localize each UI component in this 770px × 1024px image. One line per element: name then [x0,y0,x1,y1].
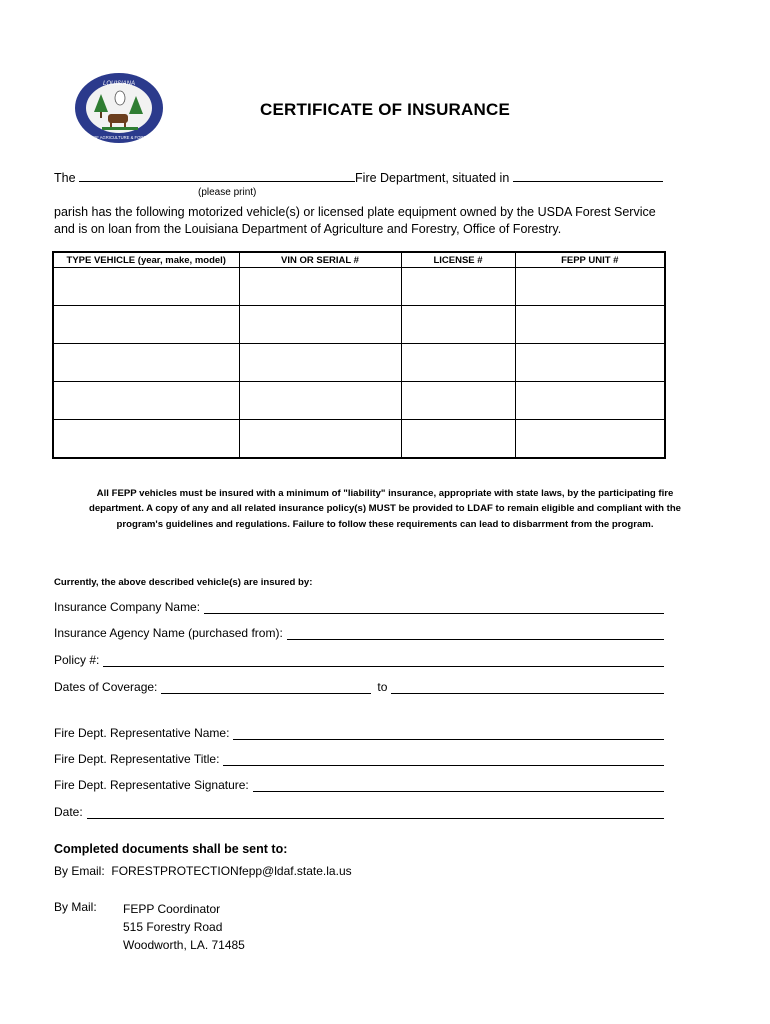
document-title: CERTIFICATE OF INSURANCE [259,100,511,119]
svg-text:LOUISIANA: LOUISIANA [102,81,136,87]
vehicle-table [52,251,666,459]
header-type-vehicle: TYPE VEHICLE (year, make, model) [53,252,239,268]
agency-field[interactable] [287,627,664,640]
table-cell[interactable] [239,420,401,459]
rep-name-label: Fire Dept. Representative Name: [54,726,230,740]
date-label: Date: [54,805,83,819]
rep-title-row [54,752,664,766]
mail-address [123,900,245,954]
insured-by-heading: Currently, the above described vehicle(s) are insured by: [54,577,313,588]
date-field[interactable] [87,806,664,819]
table-cell[interactable] [53,382,239,420]
table-cell[interactable] [515,420,665,459]
table-cell[interactable] [53,420,239,459]
mail-line: 515 Forestry Road [123,920,223,934]
table-row [53,382,665,420]
email-address[interactable]: FORESTPROTECTIONfepp@ldaf.state.la.us [111,864,352,878]
table-header-row [53,252,665,268]
coverage-end-field[interactable] [391,681,664,694]
table-row [53,268,665,306]
table-cell[interactable] [239,268,401,306]
rep-signature-row [54,778,664,792]
coverage-start-field[interactable] [161,681,371,694]
table-cell[interactable] [401,382,515,420]
fire-dept-label: Fire Department, situated in [355,171,510,185]
header-fepp-unit: FEPP UNIT # [515,252,665,268]
intro-paragraph: parish has the following motorized vehicle(s) or licensed plate equipment owned by the USDA Forest Service and is on loan from the Louisiana Department of Agriculture and Forestry, Office of Forestry. [54,205,656,236]
table-cell[interactable] [53,344,239,382]
table-cell[interactable] [239,344,401,382]
company-row [54,600,664,614]
table-row [53,420,665,459]
rep-signature-label: Fire Dept. Representative Signature: [54,778,249,792]
svg-text:DEPT OF AGRICULTURE & FORESTRY: DEPT OF AGRICULTURE & FORESTRY [80,135,158,140]
date-row [54,805,664,819]
email-line [54,864,352,878]
header-vin: VIN OR SERIAL # [239,252,401,268]
table-cell[interactable] [515,344,665,382]
mail-line: FEPP Coordinator [123,902,221,916]
table-cell[interactable] [53,306,239,344]
send-heading: Completed documents shall be sent to: [54,842,288,856]
table-cell[interactable] [515,306,665,344]
table-cell[interactable] [515,382,665,420]
table-cell[interactable] [53,268,239,306]
parish-field[interactable] [513,169,663,182]
policy-field[interactable] [103,654,664,667]
email-label: By Email: [54,864,105,878]
agency-label: Insurance Agency Name (purchased from): [54,626,283,640]
rep-title-field[interactable] [223,753,664,766]
policy-label: Policy #: [54,653,100,667]
table-cell[interactable] [239,382,401,420]
intro-the-label: The [54,171,76,185]
liability-notice: All FEPP vehicles must be insured with a minimum of "liability" insurance, appropriate with state laws, by the participating fire department. A copy of any and all related insurance policy(s) MUST be provided to LDAF to remain eligible and compliant with the program's guidelines and regulations. Failure to follow these requirements can lead to disbarrment from the program. [88,488,682,530]
rep-name-field[interactable] [233,727,664,740]
coverage-row [54,680,664,694]
mail-line: Woodworth, LA. 71485 [123,938,245,952]
company-label: Insurance Company Name: [54,600,201,614]
rep-title-label: Fire Dept. Representative Title: [54,752,220,766]
fire-dept-name-field[interactable] [79,169,355,182]
coverage-to-label: to [377,680,388,694]
rep-signature-field[interactable] [253,779,664,792]
company-field[interactable] [204,601,664,614]
policy-row [54,653,664,667]
mail-label: By Mail: [54,900,97,914]
table-cell[interactable] [401,268,515,306]
table-row [53,344,665,382]
table-cell[interactable] [239,306,401,344]
rep-name-row [54,726,664,740]
coverage-label: Dates of Coverage: [54,680,158,694]
please-print-note: (please print) [198,187,257,198]
intro-line [54,169,663,185]
table-cell[interactable] [401,306,515,344]
table-cell[interactable] [401,420,515,459]
table-row [53,306,665,344]
header-license: LICENSE # [401,252,515,268]
agency-row [54,626,664,640]
table-cell[interactable] [401,344,515,382]
table-cell[interactable] [515,268,665,306]
